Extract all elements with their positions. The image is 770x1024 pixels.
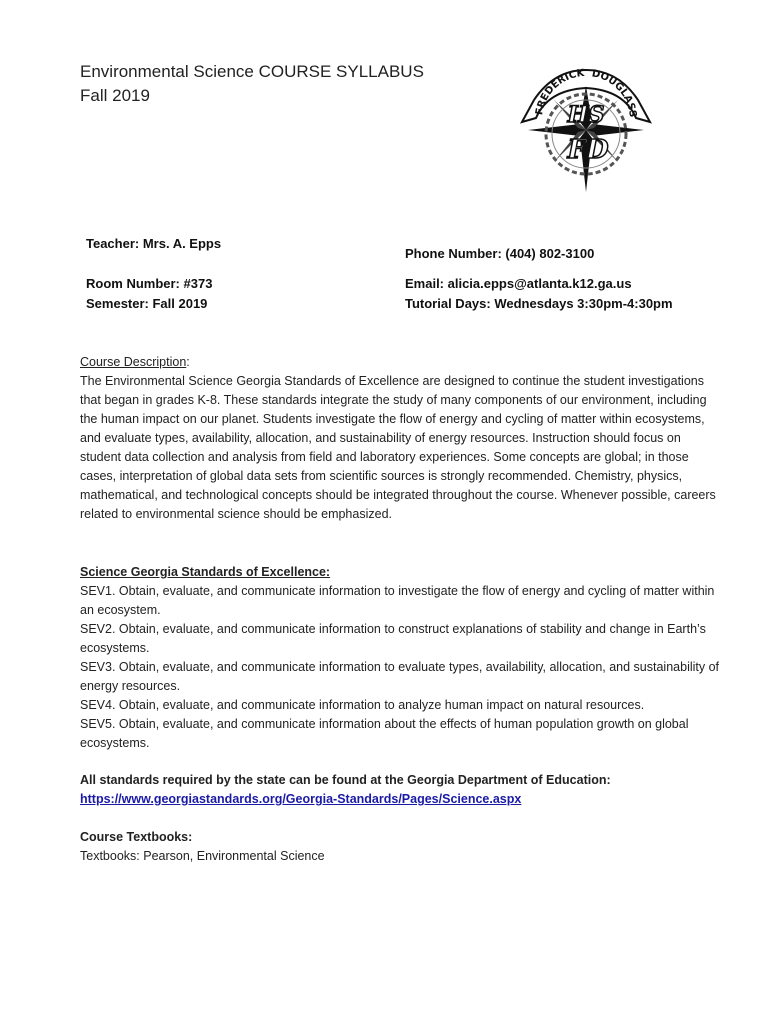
course-description-heading-row xyxy=(80,353,720,372)
semester: Semester: Fall 2019 xyxy=(86,296,208,311)
room-number: Room Number: #373 xyxy=(86,276,213,291)
page-subtitle: Fall 2019 xyxy=(80,86,150,105)
course-description-body: The Environmental Science Georgia Standards of Excellence are designed to continue the student investigations that began in grades K-8. These standards integrate the study of many components of our environment, including the human impact on our planet. Students investigate the flow of energy and cycling of matter within ecosystems, and evaluate types, availability, allocation, and sustainability of energy resources. Instruction should focus on student data collection and analysis from field and laboratory experiences. Some concepts are global; in those cases, interpretation of global data sets from scientific sources is strongly recommended. Chemistry, physics, mathematical, and technological concepts should be integrated throughout the course. Whenever possible, careers related to environmental science should be emphasized. xyxy=(80,374,716,521)
georgia-standards-link[interactable]: https://www.georgiastandards.org/Georgia-Standards/Pages/Science.aspx xyxy=(80,792,522,806)
title-block xyxy=(80,60,424,108)
tutorial-days: Tutorial Days: Wednesdays 3:30pm-4:30pm xyxy=(405,296,673,311)
school-logo xyxy=(514,60,654,200)
phone-number: Phone Number: (404) 802-3100 xyxy=(405,246,595,261)
standard-item: SEV4. Obtain, evaluate, and communicate information to analyze human impact on natural resources. xyxy=(80,698,645,712)
standard-item: SEV1. Obtain, evaluate, and communicate information to investigate the flow of energy and cycling of matter within an ecosystem. xyxy=(80,584,715,617)
logo-letters-hs: HS xyxy=(567,102,605,128)
standard-item: SEV2. Obtain, evaluate, and communicate information to construct explanations of stability and change in Earth’s ecosystems. xyxy=(80,622,706,655)
standard-item: SEV5. Obtain, evaluate, and communicate information about the effects of human population growth on global ecosystems. xyxy=(80,717,689,750)
logo-letters-fd: FD xyxy=(567,135,609,165)
textbooks-section xyxy=(80,828,720,866)
course-description-heading: Course Description xyxy=(80,355,187,369)
logo-arc-right: DOUGLASS xyxy=(590,68,639,119)
standards-section xyxy=(80,563,720,753)
course-description-colon: : xyxy=(186,355,190,369)
standard-item: SEV3. Obtain, evaluate, and communicate information to evaluate types, availability, allocation, and sustainability of energy resources. xyxy=(80,660,720,693)
page-title: Environmental Science COURSE SYLLABUS xyxy=(80,62,424,81)
state-standards-section xyxy=(80,771,720,809)
teacher-name: Teacher: Mrs. A. Epps xyxy=(86,236,222,251)
standards-heading: Science Georgia Standards of Excellence: xyxy=(80,565,331,579)
state-standards-note: All standards required by the state can be found at the Georgia Department of Education: xyxy=(80,773,611,787)
logo-arc-left: FREDERICK xyxy=(534,67,585,116)
email-address: Email: alicia.epps@atlanta.k12.ga.us xyxy=(405,276,632,291)
textbooks-heading: Course Textbooks: xyxy=(80,830,193,844)
course-description-section xyxy=(80,353,720,524)
textbooks-body: Textbooks: Pearson, Environmental Science xyxy=(80,849,325,863)
